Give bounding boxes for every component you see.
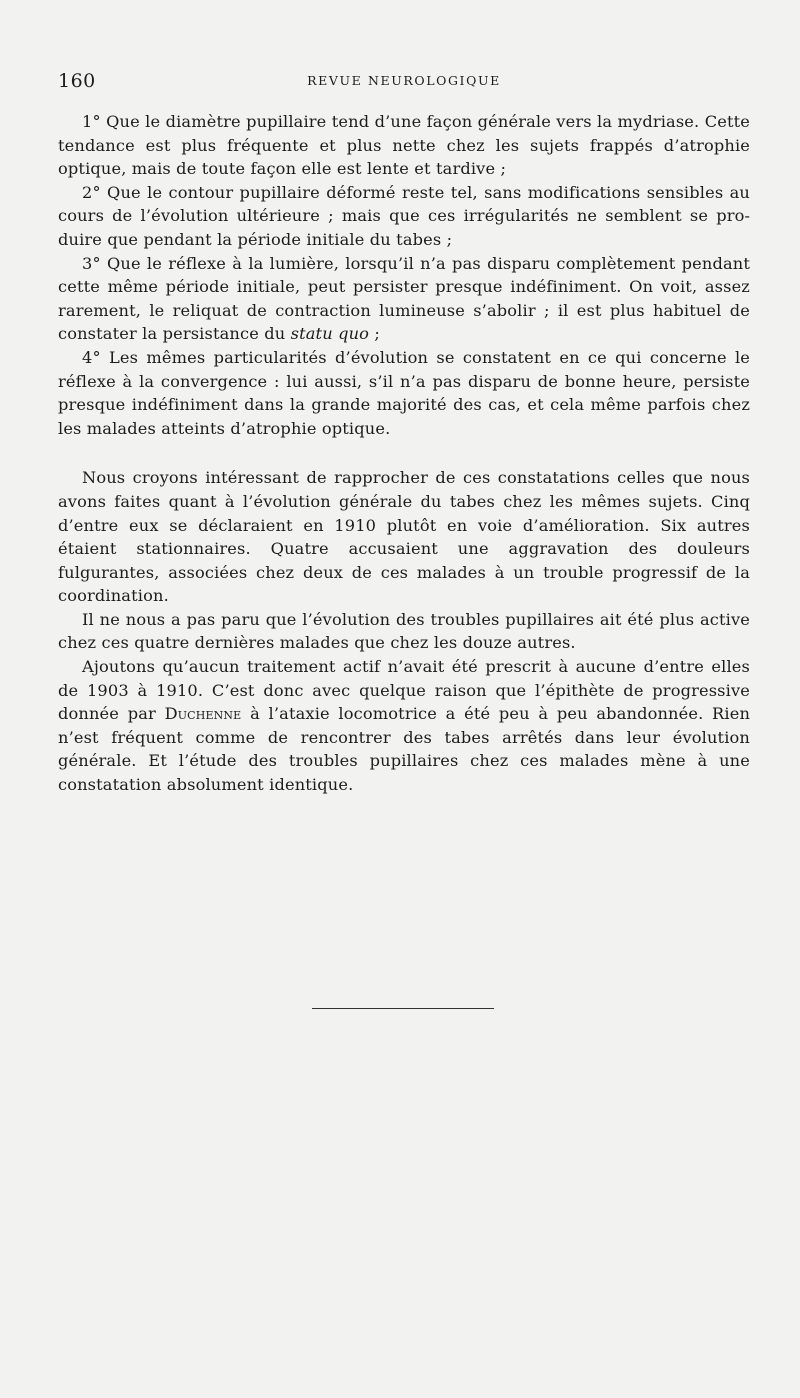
page-number: 160 <box>58 70 96 92</box>
page-header <box>58 70 750 92</box>
paragraph-text: Ajoutons qu’aucun traitement actif n’avait été prescrit à aucune d’entre elles de 1903 à 1910. C’est donc avec quelque raison que l’épithète de progressive donnée par <box>58 657 750 724</box>
item-number: 4° <box>82 347 101 367</box>
item-text: Que le diamètre pupillaire tend d’une façon générale vers la mydriase. Cette tendance est plus fréquente et plus nette chez les sujets frappés d’atrophie optique, mais de toute façon elle est lente et tardive ; <box>58 112 751 179</box>
section-divider <box>312 1008 494 1009</box>
running-title: REVUE NEUROLOGIQUE <box>307 73 501 88</box>
article-body <box>58 110 750 797</box>
paragraph-evolution: Nous croyons intéressant de rapprocher de ces constatations celles que nous avons faites quant à l’évolution générale du tabes chez les mêmes sujets. Cinq d’entre eux se déclaraient en 1910 plutôt en voie d’amélioration. Six autres étaient stationnaires. Quatre accusaient une aggravation des douleurs fulgurantes, associées chez deux de ces malades à un trouble progressif de la coordination. <box>58 468 750 606</box>
paragraph-treatment <box>58 655 750 797</box>
conclusion-item-4 <box>58 346 750 440</box>
conclusion-item-2 <box>58 181 750 252</box>
italic-phrase: statu quo <box>290 324 370 344</box>
item-text: Que le contour pupillaire déformé reste tel, sans modifications sensibles au cours de l’évolution ultérieure ; mais que ces irrégularités ne semblent se produire que pendant la période initiale du tabes ; <box>58 182 751 249</box>
paragraph-pupillary: Il ne nous a pas paru que l’évolution des troubles pupillaires ait été plus active chez ces quatre dernières malades que chez les douze autres. <box>58 609 750 653</box>
item-text: Les mêmes particularités d’évolution se constatent en ce qui concerne le réflexe à la convergence : lui aussi, s’il n’a pas disparu de bonne heure, persiste presque indéfiniment dans la grande majorité des cas, et cela même parfois chez les malades atteints d’atrophie optique. <box>58 347 751 438</box>
paragraph-text-end: à l’ataxie locomotrice a été peu à peu abandonnée. Rien n’est fréquent comme de rencontrer des tabes arrêtés dans leur évolution générale. Et l’étude des troubles pupillaires chez ces malades mène à une constatation absolument identique. <box>58 704 751 795</box>
author-name: Duchenne <box>164 704 242 724</box>
item-text: Que le réflexe à la lumière, lorsqu’il n’a pas disparu complètement pendant cette même période initiale, peut persister presque indéfiniment. On voit, assez rarement, le reliquat de contraction lumineuse s’abolir ; il est plus habituel de constater la persistance du <box>58 253 751 344</box>
item-number: 1° <box>82 112 101 131</box>
conclusion-item-1 <box>58 110 750 181</box>
paragraph-gap <box>58 440 750 466</box>
conclusion-item-3 <box>58 252 750 346</box>
item-number: 3° <box>82 253 101 273</box>
item-text-end: ; <box>369 324 380 344</box>
item-number: 2° <box>82 182 101 202</box>
